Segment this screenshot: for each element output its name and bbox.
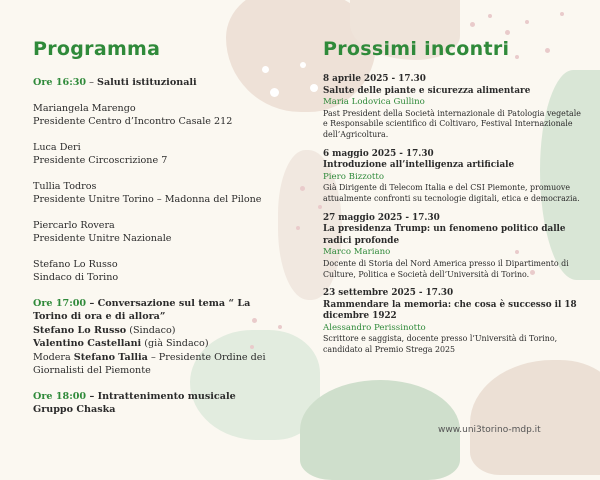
event-title: Introduzione all’intelligenza artificiale (323, 160, 515, 171)
decorative-blob-bottom (300, 380, 460, 480)
event-item (323, 288, 581, 356)
event-item (323, 149, 581, 205)
website-link[interactable]: www.uni3torino-mdp.it (438, 425, 541, 435)
opening-item (33, 76, 288, 90)
speaker-name: Stefano Lo Russo (33, 258, 118, 270)
event-speaker: Marco Mariano (323, 247, 391, 258)
conversation-time: Ore 17:00 (33, 297, 87, 309)
moderator-name: Stefano Tallia (73, 351, 148, 363)
decorative-dot (470, 22, 475, 27)
moderator-role: – Presidente Ordine dei Giornalisti del Piemonte (33, 351, 266, 376)
speaker-item (33, 258, 288, 285)
guest-role: (Sindaco) (126, 324, 176, 336)
event-description: Già Dirigente di Telecom Italia e del CSI Piemonte, promuove attualmente confronti su tecnologie digitali, etica e democrazia. (323, 183, 580, 203)
music-item (33, 390, 288, 417)
music-group: Gruppo Chaska (33, 404, 116, 415)
decorative-dot (310, 84, 318, 92)
event-speaker: Alessandro Perissinotto (323, 322, 426, 333)
conversation-label: – Conversazione sul tema “ La Torino di ora e di allora” (33, 297, 251, 322)
decorative-blob-bottom-right (470, 360, 600, 475)
event-description: Scrittore e saggista, docente presso l’Università di Torino, candidato al Premio Strega 2025 (323, 334, 558, 355)
guest-role: (già Sindaco) (141, 338, 209, 349)
event-description: Docente di Storia del Nord America presso il Dipartimento di Culture, Politica e Società dell’Università di Torino. (323, 258, 569, 279)
opening-label: Saluti istituzionali (97, 77, 197, 88)
speaker-role: Presidente Circoscrizione 7 (33, 155, 168, 166)
event-speaker: Piero Bizzotto (323, 171, 385, 182)
speaker-item (33, 219, 288, 246)
conversation-item (33, 297, 288, 378)
decorative-dot (300, 186, 305, 191)
speaker-item (33, 102, 288, 129)
conversation-guest (33, 337, 288, 351)
opening-separator: – (86, 77, 98, 88)
speaker-name: Mariangela Marengo (33, 102, 136, 114)
speaker-role: Presidente Unitre Torino – Madonna del Pilone (33, 194, 262, 205)
event-date: 23 settembre 2025 - 17.30 (323, 288, 454, 299)
event-title: La presidenza Trump: un fenomeno politico dalle radici profonde (323, 224, 566, 246)
event-date: 27 maggio 2025 - 17.30 (323, 212, 440, 223)
decorative-dot (488, 14, 492, 18)
music-heading (33, 390, 288, 404)
opening-time: Ore 16:30 (33, 77, 87, 88)
guest-name: Valentino Castellani (33, 338, 142, 349)
event-description: Past President della Società internazionale di Patologia vegetale e Responsabile scientifico di Coltivaro, Festival Internazionale dell’Agricoltura. (323, 108, 581, 139)
decorative-dot (560, 12, 564, 16)
conversation-guest (33, 324, 288, 338)
decorative-dot (318, 205, 322, 209)
guest-name: Stefano Lo Russo (33, 324, 127, 336)
event-item (323, 74, 581, 141)
speaker-name: Tullia Todros (33, 180, 97, 192)
event-title: Salute delle piante e sicurezza alimentare (323, 85, 531, 96)
event-title: Rammendare la memoria: che cosa è successo il 18 dicembre 1922 (323, 299, 577, 322)
conversation-moderator (33, 351, 288, 378)
moderator-prefix: Modera (33, 351, 74, 363)
decorative-dot (296, 226, 300, 230)
music-time: Ore 18:00 (33, 390, 87, 402)
event-speaker: Maria Lodovica Gullino (323, 97, 425, 108)
conversation-heading (33, 297, 288, 324)
prossimi-heading: Prossimi incontri (323, 38, 510, 60)
event-date: 8 aprile 2025 - 17.30 (323, 74, 426, 84)
speaker-item (33, 141, 288, 168)
speaker-role: Sindaco di Torino (33, 272, 119, 283)
music-label: – Intrattenimento musicale (86, 390, 236, 402)
decorative-dot (300, 62, 306, 68)
decorative-dot (525, 20, 529, 24)
speaker-role: Presidente Unitre Nazionale (33, 233, 172, 244)
decorative-dot (505, 30, 510, 35)
speaker-name: Luca Deri (33, 141, 81, 153)
speaker-item (33, 180, 288, 207)
speaker-role: Presidente Centro d’Incontro Casale 212 (33, 116, 233, 127)
event-item (323, 213, 581, 281)
prossimi-incontri-column (323, 38, 581, 364)
event-date: 6 maggio 2025 - 17.30 (323, 148, 434, 159)
programma-column (33, 38, 288, 429)
programma-heading: Programma (33, 38, 161, 60)
speaker-name: Piercarlo Rovera (33, 219, 115, 231)
